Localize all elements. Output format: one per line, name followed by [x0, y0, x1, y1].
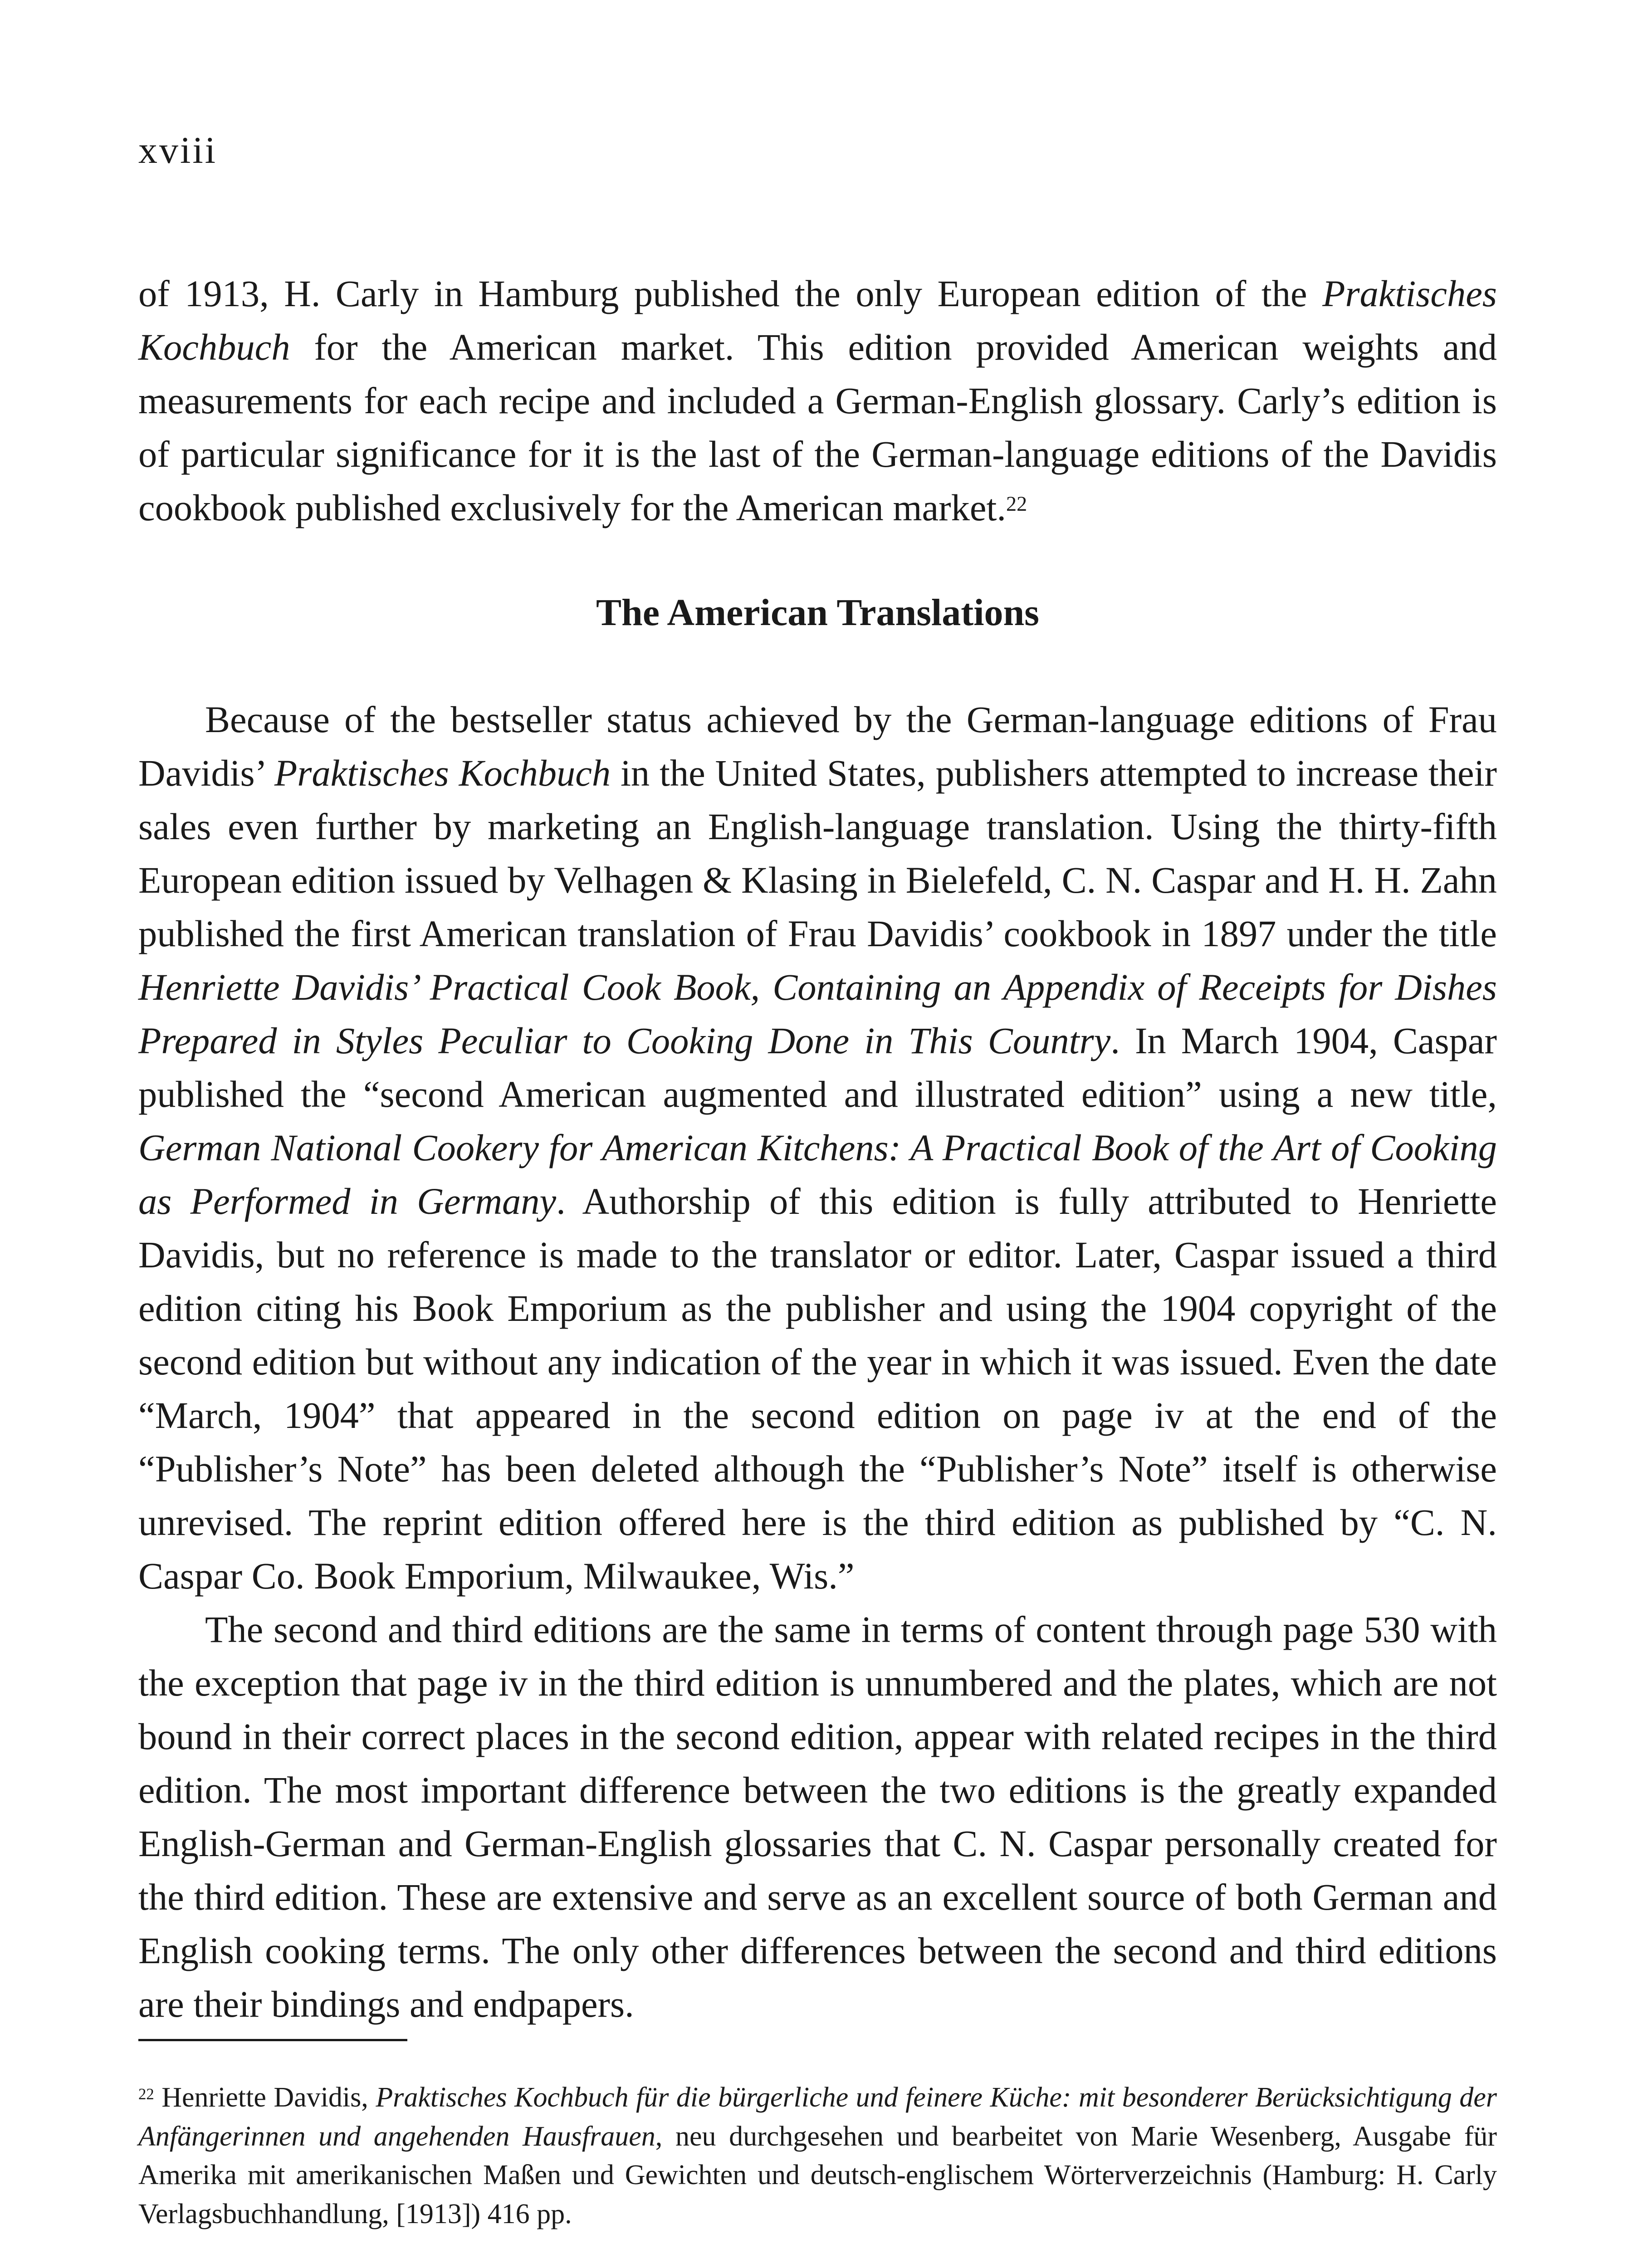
paragraph-translations	[138, 693, 1497, 1603]
italic-title: Praktisches Kochbuch	[138, 273, 1497, 368]
italic-title: Praktisches Kochbuch	[274, 752, 611, 794]
paragraph-text	[138, 267, 1497, 534]
footnote-text	[138, 2078, 1497, 2234]
footnote-number: 22	[138, 2085, 154, 2103]
text-run: Because of the bestseller status achieved by the German-language editions of Frau Davidis’	[138, 699, 1497, 794]
text-run: , neu durchgesehen und bearbeitet von Marie Wesenberg, Ausgabe für Amerika mit amerikanischen Maßen und Gewichten und deutsch-englischem Wörterverzeichnis (Hamburg: H. Carly Verlagsbuchhandlung, [1913]) 416 pp.	[138, 2121, 1497, 2229]
section-body	[138, 693, 1497, 2031]
footnote	[138, 2078, 1497, 2234]
italic-title: Praktisches Kochbuch für die bürgerliche und feinere Küche: mit besonderer Berücksichtigung der Anfängerinnen und angehenden Hausfrauen	[138, 2082, 1497, 2152]
section-heading: The American Translations	[596, 591, 1039, 634]
text-run: of 1913, H. Carly in Hamburg published the only European edition of the	[138, 273, 1323, 314]
footnote-divider	[138, 2039, 407, 2041]
paragraph-editions: The second and third editions are the same in terms of content through page 530 with the exception that page iv in the third edition is unnumbered and the plates, which are not bound in their correct places in the second edition, appear with related recipes in the third edition. The most important difference between the two editions is the greatly expanded English-German and German-English glossaries that C. N. Caspar personally created for the third edition. These are extensive and serve as an excellent source of both German and English cooking terms. The only other differences between the second and third editions are their bindings and endpapers.	[138, 1608, 1497, 2025]
paragraph-continued	[138, 267, 1497, 534]
footnote-reference: 22	[1006, 492, 1027, 516]
text-run: Henriette Davidis,	[154, 2082, 376, 2113]
text-run: for the American market. This edition provided American weights and measurements for each recipe and included a German-English glossary. Carly’s edition is of particular significance for it is the last of the German-language editions of the Davidis cookbook published exclusively for the American market.	[138, 326, 1497, 528]
text-run: . Authorship of this edition is fully attributed to Henriette Davidis, but no reference is made to the translator or editor. Later, Caspar issued a third edition citing his Book Emporium as the publisher and using the 1904 copyright of the second edition but without any indication of the year in which it was issued. Even the date “March, 1904” that appeared in the second edition on page iv at the end of the “Publisher’s Note” has been deleted although the “Publisher’s Note” itself is otherwise unrevised. The reprint edition offered here is the third edition as published by “C. N. Caspar Co. Book Emporium, Milwaukee, Wis.”	[138, 1180, 1497, 1597]
italic-title: Henriette Davidis’ Practical Cook Book, Containing an Appendix of Receipts for Dishes Prepared in Styles Peculiar to Cooking Done in This Country	[138, 966, 1497, 1061]
page-number: xviii	[138, 129, 218, 171]
text-run: in the United States, publishers attempted to increase their sales even further by marketing an English-language translation. Using the thirty-fifth European edition issued by Velhagen & Klasing in Bielefeld, C. N. Caspar and H. H. Zahn published the first American translation of Frau Davidis’ cookbook in 1897 under the title	[138, 752, 1497, 954]
italic-title: German National Cookery for American Kitchens: A Practical Book of the Art of Cooking as Performed in Germany	[138, 1127, 1497, 1222]
text-run: . In March 1904, Caspar published the “second American augmented and illustrated edition” using a new title,	[138, 1020, 1497, 1115]
